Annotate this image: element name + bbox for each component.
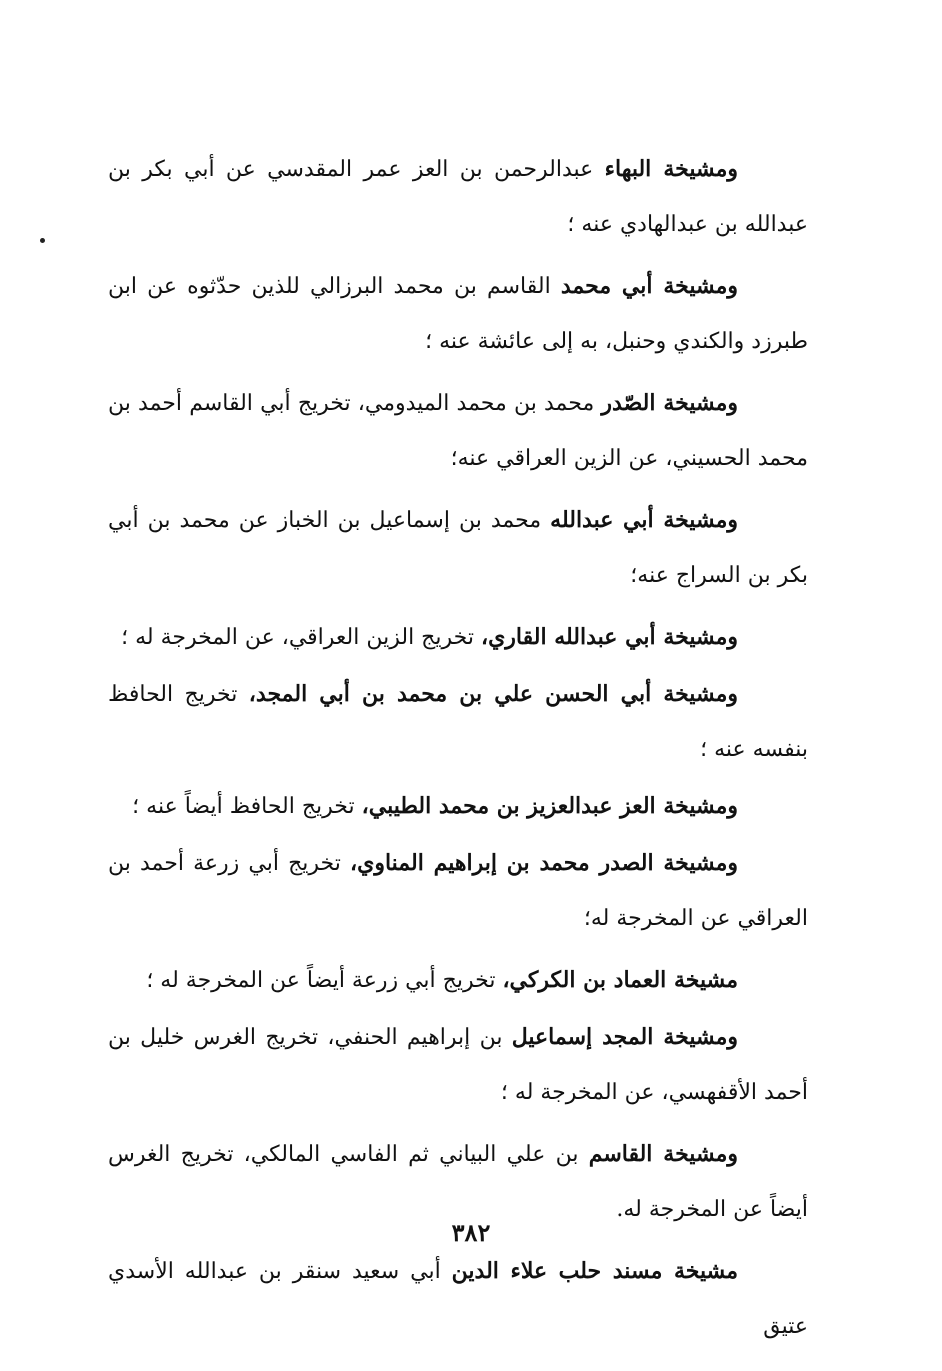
entry-lead: ومشيخة البهاء: [604, 156, 738, 182]
entry-text: تخريج الحافظ بنفسه عنه ؛: [108, 682, 808, 762]
entry-lead: ومشيخة أبي محمد: [560, 273, 738, 299]
page-number: ٣٨٢: [451, 1218, 491, 1247]
entry-paragraph: [108, 493, 808, 603]
entry-paragraph: [108, 667, 808, 777]
entry-lead: ومشيخة القاسم: [588, 1141, 738, 1167]
entry-text: تخريج أبي زرعة أيضاً عن المخرجة له ؛: [146, 968, 503, 993]
entry-paragraph: [108, 259, 808, 369]
entry-lead: ومشيخة المجد إسماعيل: [511, 1024, 738, 1050]
entry-paragraph: [108, 953, 808, 1008]
entry-text: تخريج الزين العراقي، عن المخرجة له ؛: [121, 625, 481, 650]
entry-lead: ومشيخة أبي عبدالله القاري،: [480, 624, 738, 650]
entry-lead: ومشيخة العز عبدالعزيز بن محمد الطيبي،: [361, 793, 738, 819]
entry-paragraph: [108, 610, 808, 665]
entry-lead: ومشيخة الصّدر: [601, 390, 738, 416]
page-body: [108, 142, 808, 1361]
entry-text: محمد بن إسماعيل بن الخباز عن محمد بن أبي بكر بن السراج عنه؛: [108, 508, 808, 588]
entry-text: تخريج الحافظ أيضاً عنه ؛: [132, 794, 362, 819]
entry-paragraph: [108, 1244, 808, 1354]
entry-lead: مشيخة مسند حلب علاء الدين: [451, 1258, 738, 1284]
entry-text: بن إبراهيم الحنفي، تخريج الغرس خليل بن أحمد الأقفهسي، عن المخرجة له ؛: [108, 1025, 808, 1105]
entry-paragraph: [108, 779, 808, 834]
entry-text: أبي سعيد سنقر بن عبدالله الأسدي عتيق: [108, 1259, 808, 1339]
entry-text: تخريج أبي زرعة أحمد بن العراقي عن المخرجة له؛: [108, 851, 808, 931]
entry-lead: ومشيخة أبي الحسن علي بن محمد بن أبي المجد،: [248, 681, 738, 707]
entry-text: القاسم بن محمد البرزالي للذين حدّثوه عن ابن طبرزد والكندي وحنبل، به إلى عائشة عنه ؛: [108, 274, 808, 354]
ink-speck: [40, 238, 45, 243]
entry-text: محمد بن محمد الميدومي، تخريج أبي القاسم أحمد بن محمد الحسيني، عن الزين العراقي عنه؛: [108, 391, 808, 471]
entry-text: بن علي البياني ثم الفاسي المالكي، تخريج الغرس أيضاً عن المخرجة له.: [108, 1142, 808, 1222]
entry-text: عبدالرحمن بن العز عمر المقدسي عن أبي بكر بن عبدالله بن عبدالهادي عنه ؛: [108, 157, 808, 237]
entry-paragraph: [108, 142, 808, 252]
entry-lead: ومشيخة أبي عبدالله: [550, 507, 738, 533]
entry-paragraph: [108, 836, 808, 946]
entry-lead: مشيخة العماد بن الكركي،: [502, 967, 738, 993]
entry-lead: ومشيخة الصدر محمد بن إبراهيم المناوي،: [350, 850, 739, 876]
entry-paragraph: [108, 376, 808, 486]
entry-paragraph: [108, 1010, 808, 1120]
